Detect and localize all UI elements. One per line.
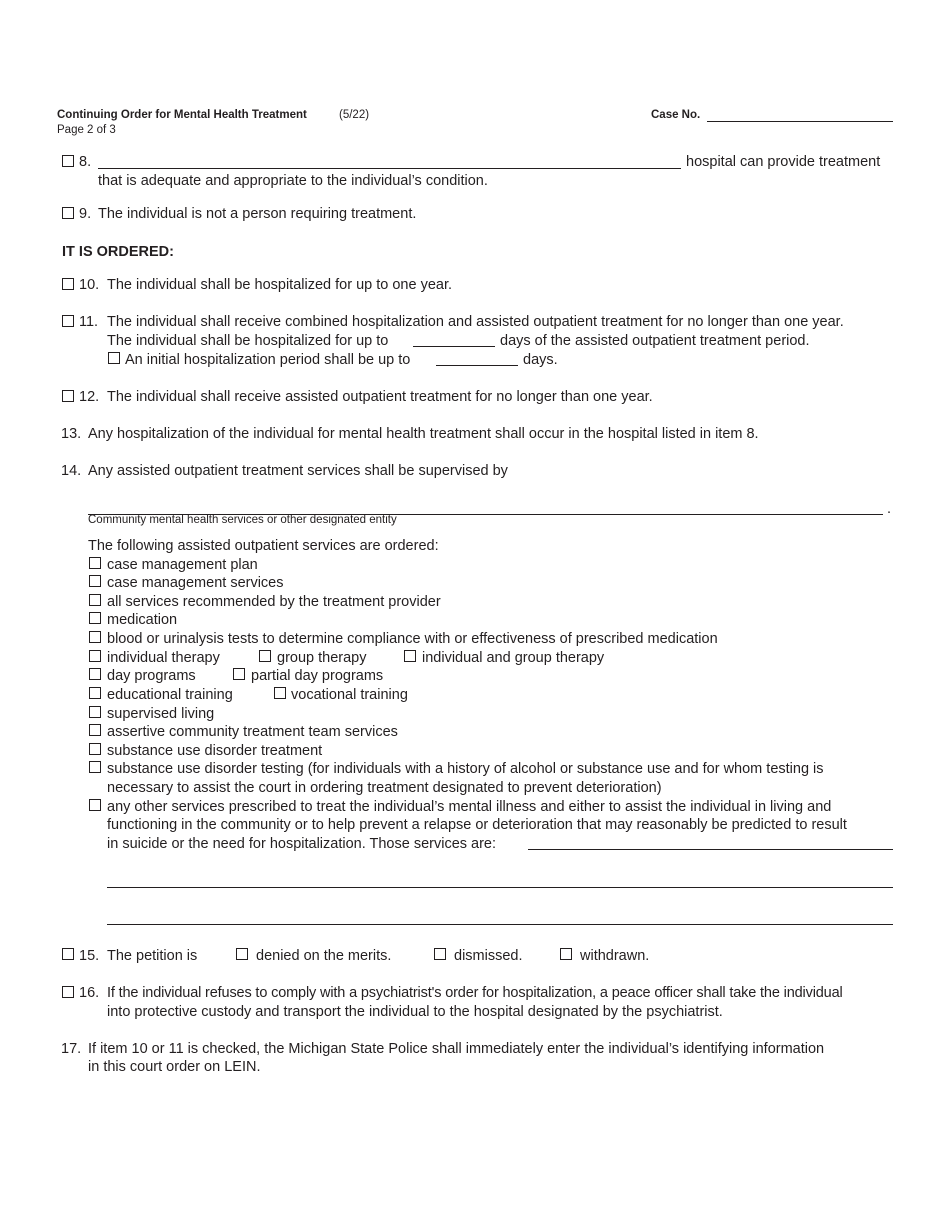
item11-text-2a: The individual shall be hospitalized for up to [107,333,389,349]
sud-testing-checkbox[interactable] [89,761,101,773]
vocational-checkbox[interactable] [274,687,286,699]
item17-text-cont: in this court order on LEIN. [88,1059,261,1075]
withdrawn-checkbox[interactable] [560,948,572,960]
assertive-checkbox[interactable] [89,724,101,736]
sud-treatment-label: substance use disorder treatment [107,743,323,759]
item16-number: 16. [79,985,100,1001]
item11-text: The individual shall receive combined hospitalization and assisted outpatient treatment for no longer than one year. [107,314,844,330]
item13-text: Any hospitalization of the individual for mental health treatment shall occur in the hospital listed in item 8. [88,426,759,442]
partial-day-label: partial day programs [251,668,384,684]
item15-text: The petition is [107,948,198,964]
blood-tests-label: blood or urinalysis tests to determine compliance with or effectiveness of prescribed medication [107,631,718,647]
item10-number: 10. [79,277,100,293]
all-services-label: all services recommended by the treatment provider [107,594,441,610]
denied-label: denied on the merits. [256,948,392,964]
case-mgmt-plan-label: case management plan [107,557,258,573]
item8-hospital-field[interactable] [98,168,681,169]
item11-text-3a: An initial hospitalization period shall be up to [125,352,411,368]
item11-text-3b: days. [523,352,558,368]
item16-checkbox[interactable] [62,986,74,998]
item11-initial-days-field[interactable] [436,365,518,366]
item9-text: The individual is not a person requiring treatment. [98,206,417,222]
all-services-checkbox[interactable] [89,594,101,606]
item11-number: 11. [79,314,99,330]
case-no-field[interactable] [707,121,893,122]
dismissed-checkbox[interactable] [434,948,446,960]
item15-number: 15. [79,948,100,964]
item17-text: If item 10 or 11 is checked, the Michigan State Police shall immediately enter the individual’s identifying information [88,1041,825,1057]
services-intro: The following assisted outpatient services are ordered: [88,538,439,554]
other-services-field-2[interactable] [107,887,893,888]
item13-number: 13. [61,426,82,442]
item14-line-end: . [887,501,892,517]
item12-number: 12. [79,389,100,405]
form-title: Continuing Order for Mental Health Treatment [57,109,307,121]
other-services-checkbox[interactable] [89,799,101,811]
page-number: Page 2 of 3 [57,124,116,136]
day-programs-label: day programs [107,668,196,684]
case-mgmt-services-checkbox[interactable] [89,575,101,587]
individual-therapy-label: individual therapy [107,650,220,666]
item9-number: 9. [79,206,92,222]
item12-checkbox[interactable] [62,390,74,402]
item8-text-cont: that is adequate and appropriate to the individual’s condition. [98,173,488,189]
group-therapy-checkbox[interactable] [259,650,271,662]
item14-number: 14. [61,463,82,479]
item16-text: If the individual refuses to comply with a psychiatrist's order for hospitalization, a peace officer shall take the individual [107,985,843,1001]
supervised-living-checkbox[interactable] [89,706,101,718]
other-services-field-3[interactable] [107,924,893,925]
item11-initial-checkbox[interactable] [108,352,120,364]
item11-checkbox[interactable] [62,315,74,327]
blood-tests-checkbox[interactable] [89,631,101,643]
item8-checkbox[interactable] [62,155,74,167]
educational-label: educational training [107,687,233,703]
item10-checkbox[interactable] [62,278,74,290]
item9-checkbox[interactable] [62,207,74,219]
indiv-group-therapy-label: individual and group therapy [422,650,605,666]
other-services-label-2: functioning in the community or to help prevent a relapse or deterioration that may reasonably be predicted to result [107,817,847,833]
indiv-group-therapy-checkbox[interactable] [404,650,416,662]
vocational-label: vocational training [291,687,408,703]
item14-caption: Community mental health services or other designated entity [88,514,397,526]
item14-text: Any assisted outpatient treatment services shall be supervised by [88,463,508,479]
assertive-label: assertive community treatment team services [107,724,398,740]
sud-testing-label: substance use disorder testing (for individuals with a history of alcohol or substance use and for whom testing is [107,761,824,777]
item16-text-cont: into protective custody and transport the individual to the hospital designated by the psychiatrist. [107,1004,723,1020]
other-services-label: any other services prescribed to treat the individual’s mental illness and either to assist the individual in living and [107,799,832,815]
item11-text-2b: days of the assisted outpatient treatment period. [500,333,810,349]
withdrawn-label: withdrawn. [580,948,650,964]
case-mgmt-services-label: case management services [107,575,284,591]
educational-checkbox[interactable] [89,687,101,699]
individual-therapy-checkbox[interactable] [89,650,101,662]
item15-checkbox[interactable] [62,948,74,960]
item12-text: The individual shall receive assisted outpatient treatment for no longer than one year. [107,389,653,405]
item10-text: The individual shall be hospitalized for up to one year. [107,277,452,293]
medication-checkbox[interactable] [89,612,101,624]
item11-days-field[interactable] [413,346,495,347]
sud-testing-label-cont: necessary to assist the court in ordering treatment designated to prevent deterioration) [107,780,662,796]
form-version: (5/22) [339,109,370,121]
supervised-living-label: supervised living [107,706,215,722]
day-programs-checkbox[interactable] [89,668,101,680]
case-mgmt-plan-checkbox[interactable] [89,557,101,569]
partial-day-checkbox[interactable] [233,668,245,680]
ordered-heading: IT IS ORDERED: [62,244,174,260]
denied-checkbox[interactable] [236,948,248,960]
other-services-label-3: in suicide or the need for hospitalization. Those services are: [107,836,497,852]
item17-number: 17. [61,1041,82,1057]
case-no-label: Case No. [651,109,701,121]
medication-label: medication [107,612,178,628]
sud-treatment-checkbox[interactable] [89,743,101,755]
dismissed-label: dismissed. [454,948,523,964]
item8-number: 8. [79,154,92,170]
group-therapy-label: group therapy [277,650,367,666]
item8-text: hospital can provide treatment [686,154,881,170]
other-services-field-1[interactable] [528,849,893,850]
